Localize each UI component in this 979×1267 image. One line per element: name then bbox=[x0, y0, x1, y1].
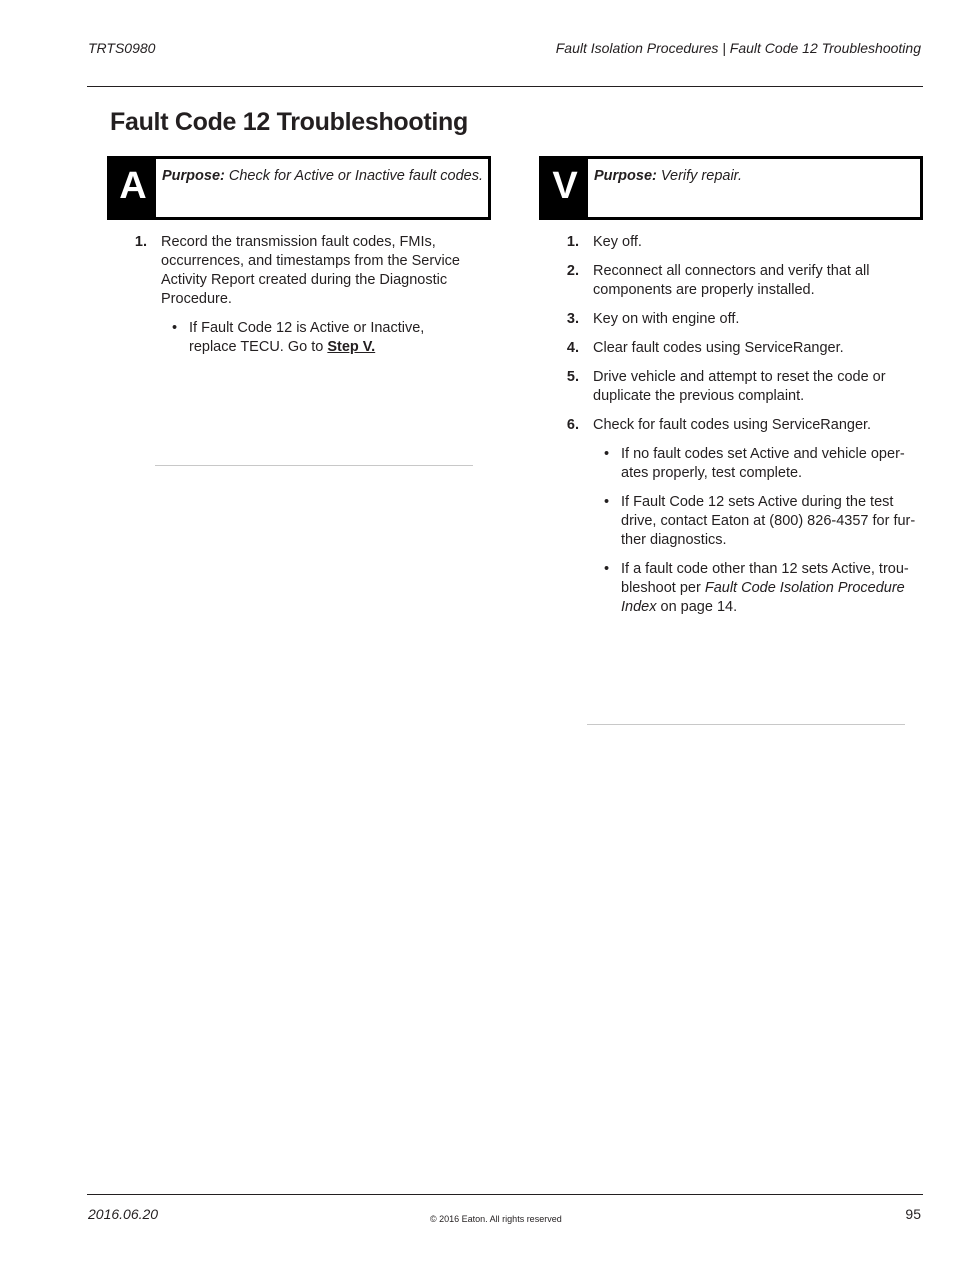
list-item bbox=[561, 416, 917, 627]
item-number: 5. bbox=[566, 369, 579, 385]
header-section-title: Fault Isolation Procedures | Fault Code 12 Troubleshooting bbox=[555, 40, 921, 56]
bullet-dot: • bbox=[604, 446, 610, 462]
header-doc-id: TRTS0980 bbox=[88, 40, 156, 56]
item-text: Reconnect all connectors and verify that all components are properly installed. bbox=[593, 263, 870, 298]
step-a-purpose-text: Check for Active or Inactive fault codes. bbox=[228, 168, 484, 184]
list-item bbox=[129, 233, 475, 367]
item-text: Record the transmission fault codes, FMIs, occurrences, and timestamps from the Service Activity Report created during the Diagnostic Procedure. bbox=[161, 234, 460, 307]
footer-divider bbox=[87, 1194, 923, 1195]
bullet-text-suffix: on page 14. bbox=[656, 599, 738, 615]
step-v-purpose-label: Purpose: bbox=[594, 168, 657, 184]
bullet-item bbox=[604, 560, 917, 617]
step-a-letter: A bbox=[110, 159, 156, 217]
list-item bbox=[561, 339, 917, 358]
item-number: 6. bbox=[566, 417, 579, 433]
bullet-item bbox=[604, 445, 917, 483]
footer-date: 2016.06.20 bbox=[88, 1206, 159, 1222]
step-v-letter: V bbox=[542, 159, 588, 217]
bullet-item bbox=[604, 493, 917, 550]
step-a-end-divider bbox=[155, 465, 473, 466]
item-text: Key off. bbox=[593, 234, 642, 250]
header-divider bbox=[87, 86, 923, 87]
item-text: Drive vehicle and attempt to reset the code or duplicate the previous complaint. bbox=[593, 369, 886, 404]
item-number: 4. bbox=[566, 340, 579, 356]
bullet-text: If no fault codes set Active and vehicle oper-ates properly, test complete. bbox=[621, 446, 905, 481]
step-a-box bbox=[107, 156, 491, 220]
step-v-end-divider bbox=[587, 724, 905, 725]
item-text: Key on with engine off. bbox=[593, 311, 740, 327]
bullet-item bbox=[172, 319, 475, 357]
step-v-list bbox=[561, 233, 917, 637]
bullet-text: If Fault Code 12 is Active or Inactive, replace TECU. Go to bbox=[189, 320, 425, 355]
item-text: Check for fault codes using ServiceRanger. bbox=[593, 417, 872, 433]
footer-copyright: © 2016 Eaton. All rights reserved bbox=[430, 1214, 562, 1224]
page-number: 95 bbox=[905, 1206, 921, 1222]
bullet-text: If a fault code other than 12 sets Active, trou-bleshoot per bbox=[621, 561, 909, 596]
step-v-box bbox=[539, 156, 923, 220]
page-title: Fault Code 12 Troubleshooting bbox=[110, 108, 468, 136]
step-v-purpose-text: Verify repair. bbox=[660, 168, 742, 184]
bullet-dot: • bbox=[604, 494, 610, 510]
step-a-list bbox=[129, 233, 475, 377]
step-v-link[interactable]: Step V. bbox=[327, 339, 376, 355]
reference-title: Fault Code Isolation Procedure Index bbox=[621, 580, 905, 615]
list-item bbox=[561, 310, 917, 329]
step-v-purpose bbox=[588, 159, 742, 217]
step-a-purpose bbox=[156, 159, 483, 217]
item-number: 1. bbox=[566, 234, 579, 250]
item-text: Clear fault codes using ServiceRanger. bbox=[593, 340, 844, 356]
item-number: 1. bbox=[134, 234, 147, 250]
bullet-text: If Fault Code 12 sets Active during the test drive, contact Eaton at (800) 826-4357 for fur-ther diagnostics. bbox=[621, 494, 916, 548]
list-item bbox=[561, 262, 917, 300]
item-number: 2. bbox=[566, 263, 579, 279]
list-item bbox=[561, 368, 917, 406]
list-item bbox=[561, 233, 917, 252]
bullet-dot: • bbox=[172, 320, 178, 336]
step-a-purpose-label: Purpose: bbox=[162, 168, 225, 184]
item-number: 3. bbox=[566, 311, 579, 327]
bullet-dot: • bbox=[604, 561, 610, 577]
